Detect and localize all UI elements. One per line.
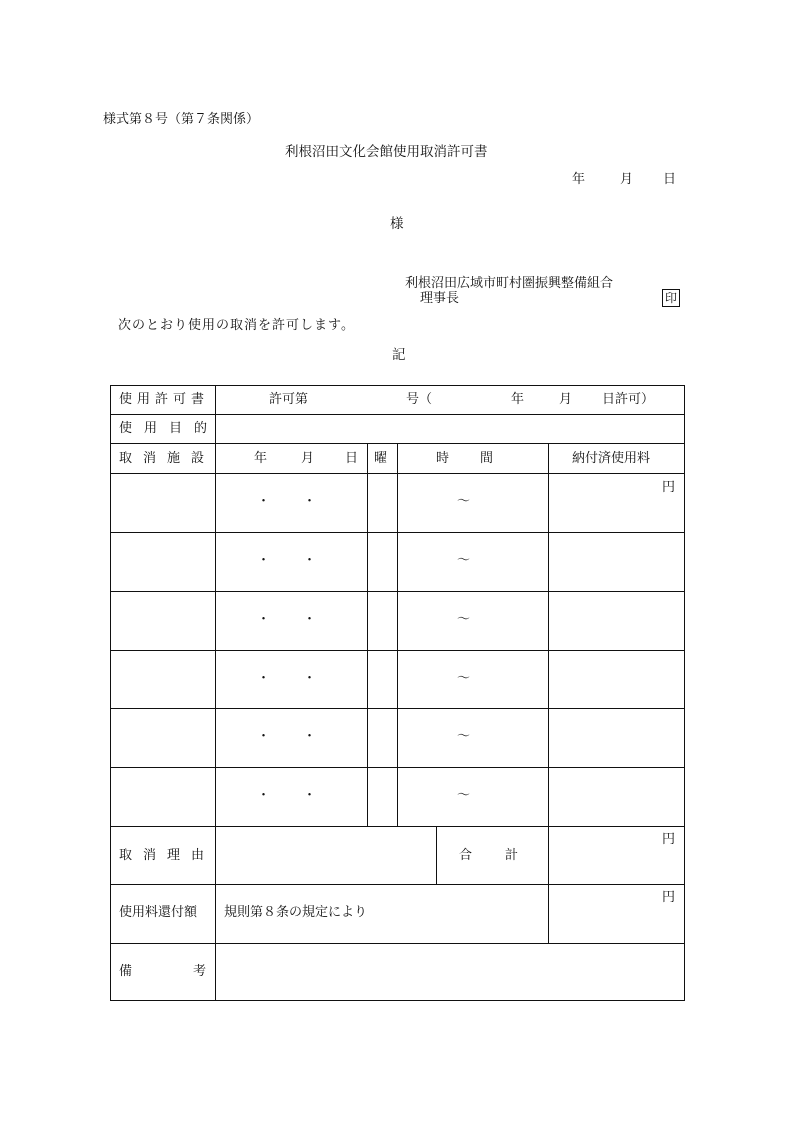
issuer-title: 理事長 xyxy=(420,291,460,306)
seal-box: 印 xyxy=(662,289,680,307)
col-time-b: 間 xyxy=(480,451,494,466)
document-title: 利根沼田文化会館使用取消許可書 xyxy=(285,144,488,160)
row-date-dot: ・ xyxy=(257,788,271,803)
row-date-dot: ・ xyxy=(303,788,317,803)
row-time-tilde: ～ xyxy=(457,553,471,568)
permit-number-label: 号（ xyxy=(406,392,433,407)
col-weekday: 曜 xyxy=(374,451,388,466)
row-date-dot: ・ xyxy=(303,729,317,744)
row-date-dot: ・ xyxy=(257,553,271,568)
intro-text: 次のとおり使用の取消を許可します。 xyxy=(118,318,355,333)
row-date-dot: ・ xyxy=(257,494,271,509)
row-date-dot: ・ xyxy=(257,671,271,686)
refund-yen-unit: 円 xyxy=(662,890,676,905)
col-date-month: 月 xyxy=(301,451,315,466)
permit-month-label: 月 xyxy=(559,392,573,407)
issue-date xyxy=(572,172,676,188)
row-date-dot: ・ xyxy=(303,553,317,568)
purpose-label: 使用目的 xyxy=(119,421,220,436)
row-date-dot: ・ xyxy=(303,494,317,509)
row-time-tilde: ～ xyxy=(457,612,471,627)
total-label-a: 合 xyxy=(459,848,473,863)
row-date-dot: ・ xyxy=(257,729,271,744)
date-month-label: 月 xyxy=(620,172,634,187)
date-year-label: 年 xyxy=(572,172,586,187)
row-yen-unit: 円 xyxy=(662,480,676,495)
row-time-tilde: ～ xyxy=(457,671,471,686)
row-date-dot: ・ xyxy=(303,612,317,627)
cancellation-table xyxy=(110,385,685,1001)
row-date-dot: ・ xyxy=(303,671,317,686)
date-day-label: 日 xyxy=(663,172,677,187)
ki-heading: 記 xyxy=(392,347,406,363)
row-date-dot: ・ xyxy=(257,612,271,627)
col-date-day: 日 xyxy=(345,451,359,466)
total-label-b: 計 xyxy=(505,848,519,863)
row-time-tilde: ～ xyxy=(457,788,471,803)
remarks-label-a: 備 xyxy=(119,964,133,979)
col-fee: 納付済使用料 xyxy=(572,451,651,466)
reason-label: 取消理由 xyxy=(119,848,216,863)
permit-prefix: 許可第 xyxy=(269,392,309,407)
permit-label: 使用許可書 xyxy=(119,392,210,407)
total-yen-unit: 円 xyxy=(662,832,676,847)
permit-year-label: 年 xyxy=(511,392,525,407)
remarks-label-b: 考 xyxy=(193,964,207,979)
col-time-a: 時 xyxy=(436,451,450,466)
issuer-organization: 利根沼田広域市町村圏振興整備組合 xyxy=(405,276,614,291)
permit-suffix: 日許可） xyxy=(602,392,655,407)
row-time-tilde: ～ xyxy=(457,494,471,509)
facility-label: 取消施設 xyxy=(119,451,216,466)
row-time-tilde: ～ xyxy=(457,729,471,744)
form-number: 様式第８号（第７条関係） xyxy=(103,112,260,127)
refund-text: 規則第８条の規定により xyxy=(224,905,368,920)
col-date-year: 年 xyxy=(254,451,268,466)
recipient-suffix: 様 xyxy=(390,216,404,232)
refund-label: 使用料還付額 xyxy=(119,905,198,920)
